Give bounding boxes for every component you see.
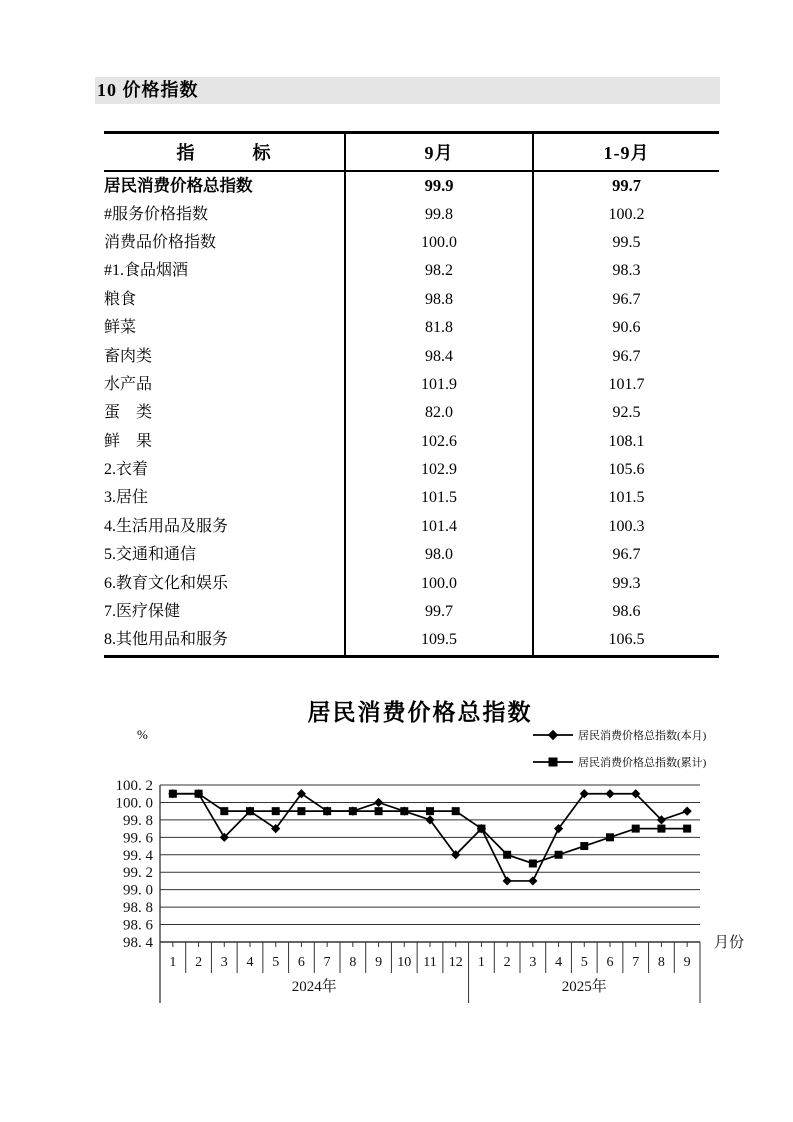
series-cumulative (169, 790, 691, 868)
table-row (104, 229, 719, 257)
month-value-cell: 100.0 (345, 229, 533, 257)
ytd-value-cell: 106.5 (533, 626, 719, 656)
table-row (104, 428, 719, 456)
y-tick-label: 99. 2 (123, 865, 153, 882)
table-row (104, 200, 719, 228)
table-row (104, 286, 719, 314)
data-point-square (503, 851, 511, 859)
ytd-value-cell: 98.3 (533, 257, 719, 285)
data-point-square (195, 790, 203, 798)
data-point-square (477, 825, 485, 833)
month-tick-label: 6 (606, 955, 614, 970)
table-row (104, 598, 719, 626)
indicator-cell: 消费品价格指数 (104, 233, 217, 251)
ytd-value-cell: 101.5 (533, 484, 719, 512)
y-tick-label: 99. 8 (123, 812, 153, 829)
cpi-line-chart (0, 680, 793, 1020)
ytd-value-cell: 99.7 (533, 171, 719, 200)
ytd-value-cell: 100.3 (533, 513, 719, 541)
data-point-square (349, 807, 357, 815)
y-tick-label: 99. 6 (123, 830, 153, 847)
month-value-cell: 109.5 (345, 626, 533, 656)
indicator-cell: 蛋 类 (104, 404, 153, 422)
ytd-value-cell: 108.1 (533, 428, 719, 456)
data-point-square (452, 807, 460, 815)
ytd-value-cell: 92.5 (533, 399, 719, 427)
data-point-diamond (374, 798, 383, 807)
month-tick-label: 7 (632, 955, 640, 970)
table-row (104, 541, 719, 569)
data-point-square (323, 807, 331, 815)
month-value-cell: 98.2 (345, 257, 533, 285)
month-value-cell: 101.5 (345, 484, 533, 512)
data-point-diamond (683, 807, 692, 816)
col-header-indicator: 指 标 (104, 133, 345, 172)
ytd-value-cell: 98.6 (533, 598, 719, 626)
month-tick-label: 6 (297, 955, 305, 970)
y-tick-label: 100. 0 (115, 795, 153, 812)
y-axis-tick-labels (116, 778, 154, 951)
indicator-cell: 居民消费价格总指数 (104, 175, 253, 195)
month-tick-label: 5 (580, 955, 588, 970)
table-row (104, 342, 719, 370)
ytd-value-cell: 100.2 (533, 200, 719, 228)
data-point-square (580, 842, 588, 850)
section-title: 10 价格指数 (95, 77, 720, 104)
data-point-square (426, 807, 434, 815)
month-tick-label: 11 (423, 955, 437, 970)
table-row (104, 484, 719, 512)
data-point-diamond (528, 876, 537, 885)
month-value-cell: 81.8 (345, 314, 533, 342)
data-point-square (529, 859, 537, 867)
table-row (104, 371, 719, 399)
month-tick-label: 3 (529, 955, 537, 970)
month-value-cell: 98.0 (345, 541, 533, 569)
month-tick-label: 5 (272, 955, 280, 970)
chart-title: 居民消费价格总指数 (307, 700, 533, 725)
ytd-value-cell: 96.7 (533, 541, 719, 569)
month-tick-label: 4 (246, 955, 254, 970)
legend-label-monthly: 居民消费价格总指数(本月) (578, 729, 707, 742)
y-axis-unit-label: % (137, 727, 148, 742)
indicator-cell: 2.衣着 (104, 461, 149, 479)
table-row (104, 569, 719, 597)
month-tick-label: 4 (555, 955, 563, 970)
indicator-cell: 8.其他用品和服务 (104, 631, 229, 649)
month-value-cell: 101.9 (345, 371, 533, 399)
col-header-month: 9月 (345, 133, 533, 172)
indicator-cell: 鲜 果 (104, 432, 153, 450)
x-axis-title: 月份 (714, 935, 745, 951)
month-value-cell: 99.9 (345, 171, 533, 200)
month-tick-label: 2 (195, 955, 203, 970)
table-row (104, 399, 719, 427)
table-row (104, 456, 719, 484)
y-tick-label: 98. 4 (123, 934, 153, 951)
indicator-cell: 5.交通和通信 (104, 546, 197, 564)
month-tick-label: 8 (657, 955, 665, 970)
legend-label-cumulative: 居民消费价格总指数(累计) (578, 756, 707, 769)
table-row (104, 513, 719, 541)
table-row (104, 257, 719, 285)
year-group-label: 2025年 (561, 979, 607, 995)
month-tick-label: 3 (220, 955, 228, 970)
data-point-square (555, 851, 563, 859)
ytd-value-cell: 90.6 (533, 314, 719, 342)
indicator-cell: #服务价格指数 (104, 205, 209, 223)
ytd-value-cell: 96.7 (533, 286, 719, 314)
month-tick-label: 1 (169, 955, 177, 970)
indicator-cell: 3.居住 (104, 489, 149, 507)
year-group-label: 2024年 (291, 979, 337, 995)
indicator-cell: 粮食 (104, 290, 137, 308)
data-point-square (169, 790, 177, 798)
data-point-square (606, 833, 614, 841)
month-tick-label: 8 (349, 955, 357, 970)
month-tick-label: 9 (375, 955, 383, 970)
indicator-cell: 6.教育文化和娱乐 (104, 574, 229, 592)
y-tick-label: 99. 0 (123, 882, 153, 899)
month-value-cell: 98.8 (345, 286, 533, 314)
month-value-cell: 99.8 (345, 200, 533, 228)
data-point-square (400, 807, 408, 815)
month-value-cell: 82.0 (345, 399, 533, 427)
month-value-cell: 100.0 (345, 569, 533, 597)
data-point-square (246, 807, 254, 815)
y-tick-label: 98. 6 (123, 917, 153, 934)
data-point-diamond (605, 789, 614, 798)
indicator-cell: 鲜菜 (104, 319, 137, 337)
month-value-cell: 101.4 (345, 513, 533, 541)
y-tick-label: 100. 2 (115, 778, 153, 794)
y-tick-label: 98. 8 (123, 900, 153, 917)
ytd-value-cell: 101.7 (533, 371, 719, 399)
month-value-cell: 99.7 (345, 598, 533, 626)
y-tick-label: 99. 4 (123, 847, 153, 864)
data-point-square (683, 825, 691, 833)
data-point-diamond (503, 876, 512, 885)
month-tick-label: 10 (397, 955, 412, 970)
table-row (104, 314, 719, 342)
price-index-table (104, 131, 719, 658)
month-value-cell: 102.6 (345, 428, 533, 456)
data-point-square (220, 807, 228, 815)
indicator-cell: 4.生活用品及服务 (104, 517, 229, 535)
data-point-square (297, 807, 305, 815)
month-value-cell: 102.9 (345, 456, 533, 484)
month-tick-label: 9 (683, 955, 691, 970)
indicator-cell: 畜肉类 (104, 347, 153, 365)
data-point-square (375, 807, 383, 815)
col-header-ytd: 1-9月 (533, 133, 719, 172)
month-tick-label: 12 (448, 955, 463, 970)
table-header-row (104, 133, 719, 172)
data-point-square (632, 825, 640, 833)
indicator-cell: #1.食品烟酒 (104, 262, 189, 280)
month-tick-label: 2 (503, 955, 511, 970)
month-tick-label: 1 (477, 955, 485, 970)
ytd-value-cell: 99.5 (533, 229, 719, 257)
data-point-square (657, 825, 665, 833)
ytd-value-cell: 96.7 (533, 342, 719, 370)
ytd-value-cell: 99.3 (533, 569, 719, 597)
month-value-cell: 98.4 (345, 342, 533, 370)
month-tick-label: 7 (323, 955, 331, 970)
indicator-cell: 水产品 (104, 375, 153, 393)
table-row (104, 626, 719, 656)
data-point-square (272, 807, 280, 815)
ytd-value-cell: 105.6 (533, 456, 719, 484)
indicator-cell: 7.医疗保健 (104, 603, 181, 621)
table-row (104, 171, 719, 200)
